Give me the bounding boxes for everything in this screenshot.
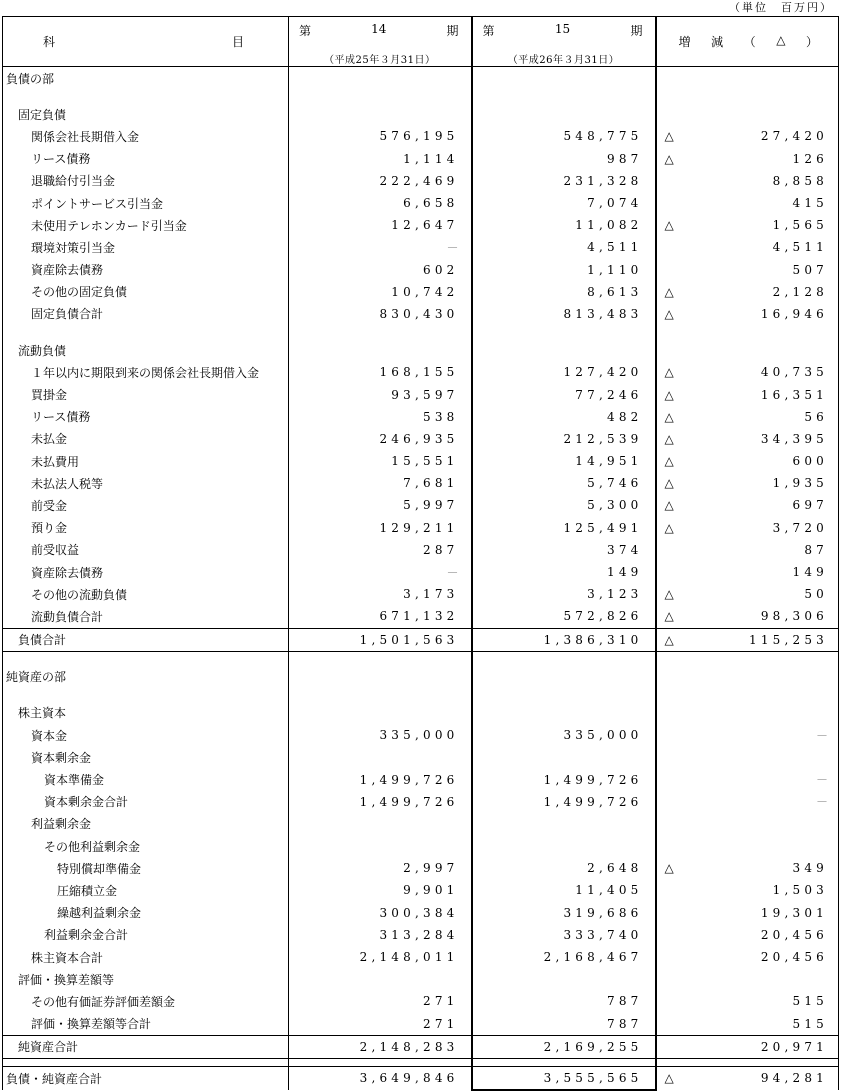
change-sign: △ [664,431,674,446]
section-heading-row [3,702,839,724]
change-value [696,835,839,857]
value-period-15: 1,386,310 [472,628,656,651]
table-row [3,192,839,214]
change-value: － [696,768,839,790]
row-label: 資産除去債務 [3,259,289,281]
section-heading-row [3,813,839,835]
value-period-15: 333,740 [472,924,656,946]
change-sign [656,1035,696,1058]
change-sign [656,746,696,768]
value-period-14 [289,67,472,90]
section-heading-row [3,666,839,688]
value-period-14: 93,597 [289,383,472,405]
change-value: 3,720 [696,517,839,539]
value-period-14 [289,666,472,688]
row-label: 純資産の部 [3,666,289,688]
table-row [3,1013,839,1036]
value-period-15: 813,483 [472,303,656,325]
unit-label: （単位 百万円） [729,1,833,14]
table-row [3,561,839,583]
row-label: １年以内に期限到来の関係会社長期借入金 [3,361,289,383]
value-period-14: 671,132 [289,605,472,628]
change-value: 4,511 [696,236,839,258]
change-value: 697 [696,494,839,516]
change-value: 2,128 [696,281,839,303]
value-period-15: 987 [472,148,656,170]
change-sign [656,67,696,90]
change-sign [656,339,696,361]
value-period-14: 246,935 [289,428,472,450]
value-period-15: 2,169,255 [472,1035,656,1058]
value-period-15: 1,110 [472,259,656,281]
value-period-14 [289,746,472,768]
row-label: その他の固定負債 [3,281,289,303]
table-row [3,539,839,561]
header-change-part: 減 [711,35,724,49]
change-value: 50 [696,583,839,605]
value-period-14: 830,430 [289,303,472,325]
spacer-row [3,651,839,666]
value-period-14 [289,702,472,724]
value-period-14 [289,835,472,857]
row-label: 負債合計 [3,628,289,651]
value-period-15: 2,168,467 [472,946,656,968]
spacer-row [3,325,839,339]
value-period-14 [289,339,472,361]
row-label: 特別償却準備金 [3,857,289,879]
spacer-row [3,1058,839,1066]
value-period-15: 1,499,726 [472,768,656,790]
value-period-14: 287 [289,539,472,561]
change-value: 515 [696,990,839,1012]
row-label: 資産除去債務 [3,561,289,583]
change-value [696,968,839,990]
value-period-15: 2,648 [472,857,656,879]
change-sign: △ [664,387,674,402]
value-period-15: 3,123 [472,583,656,605]
value-period-14: 222,469 [289,170,472,192]
change-sign [656,946,696,968]
row-label: 資本剰余金合計 [3,791,289,813]
change-sign [656,968,696,990]
row-label: その他の流動負債 [3,583,289,605]
value-period-15 [472,103,656,125]
row-label: 前受収益 [3,539,289,561]
value-period-14: 313,284 [289,924,472,946]
value-period-15: 319,686 [472,902,656,924]
change-value: 40,735 [696,361,839,383]
row-label: その他有価証券評価差額金 [3,990,289,1012]
change-value: 16,946 [696,303,839,325]
row-label: 未使用テレホンカード引当金 [3,214,289,236]
change-value: 349 [696,857,839,879]
change-sign [656,791,696,813]
value-period-14: 271 [289,990,472,1012]
change-sign: △ [656,628,696,651]
value-period-14: 10,742 [289,281,472,303]
change-sign [656,236,696,258]
change-value: 515 [696,1013,839,1036]
table-row [3,236,839,258]
header-prev-num: 14 [371,22,387,36]
balance-sheet-table [2,16,839,1091]
table-row [3,383,839,405]
section-heading-row [3,746,839,768]
change-value: 1,503 [696,879,839,901]
change-sign [656,879,696,901]
table-header [3,17,839,67]
header-prev-prefix: 第 [299,24,312,38]
value-period-14: 300,384 [289,902,472,924]
value-period-15: 1,499,726 [472,791,656,813]
table-row [3,724,839,746]
row-label: 負債の部 [3,67,289,90]
value-period-14: － [289,561,472,583]
table-row [3,628,839,651]
change-value [696,339,839,361]
change-value [696,103,839,125]
change-value [696,702,839,724]
row-label: その他利益剰余金 [3,835,289,857]
table-row [3,361,839,383]
change-value: 19,301 [696,902,839,924]
value-period-15: 125,491 [472,517,656,539]
value-period-15 [472,835,656,857]
row-label: 未払金 [3,428,289,450]
table-row [3,857,839,879]
spacer-row [3,89,839,103]
header-change-part: △ [776,33,786,47]
section-heading-row [3,835,839,857]
table-row [3,583,839,605]
change-sign [656,835,696,857]
row-label: 未払法人税等 [3,472,289,494]
value-period-15: 149 [472,561,656,583]
change-value: 8,858 [696,170,839,192]
change-sign [656,170,696,192]
table-row [3,1066,839,1090]
change-sign [656,702,696,724]
value-period-15: 787 [472,1013,656,1036]
row-label: 評価・換算差額等合計 [3,1013,289,1036]
value-period-14: 576,195 [289,125,472,147]
header-prev-suffix: 期 [446,24,459,38]
table-row [3,768,839,790]
header-curr-num: 15 [554,22,571,36]
header-account-right: 目 [231,35,244,49]
change-value: 98,306 [696,605,839,628]
change-sign: △ [664,861,674,876]
row-label: 繰越利益剰余金 [3,902,289,924]
header-period-15 [472,17,656,67]
row-label: 流動負債合計 [3,605,289,628]
value-period-14: 7,681 [289,472,472,494]
value-period-14: 5,997 [289,494,472,516]
row-label: 未払費用 [3,450,289,472]
value-period-14 [289,103,472,125]
value-period-14: 12,647 [289,214,472,236]
change-sign: △ [664,365,674,380]
table-row [3,281,839,303]
change-sign [656,924,696,946]
value-period-15: 335,000 [472,724,656,746]
value-period-15: 11,082 [472,214,656,236]
row-label: ポイントサービス引当金 [3,192,289,214]
change-sign [656,1013,696,1036]
change-sign [656,768,696,790]
change-sign: △ [656,605,696,628]
row-label: 環境対策引当金 [3,236,289,258]
value-period-14: 2,148,283 [289,1035,472,1058]
table-row [3,879,839,901]
value-period-14: 2,997 [289,857,472,879]
value-period-15: 231,328 [472,170,656,192]
value-period-15: 572,826 [472,605,656,628]
row-label: 退職給付引当金 [3,170,289,192]
change-value: 16,351 [696,383,839,405]
value-period-15: 8,613 [472,281,656,303]
value-period-15: 374 [472,539,656,561]
header-curr-suffix: 期 [630,24,643,38]
row-label: リース債務 [3,148,289,170]
header-curr-prefix: 第 [482,24,495,38]
change-sign: △ [664,520,674,535]
change-value: 34,395 [696,428,839,450]
value-period-15 [472,746,656,768]
table-row [3,902,839,924]
value-period-15: 482 [472,406,656,428]
change-sign [656,666,696,688]
change-value [696,67,839,90]
change-sign: △ [664,587,674,602]
value-period-14: 271 [289,1013,472,1036]
spacer-row [3,688,839,702]
change-sign: △ [664,498,674,513]
row-label: 資本金 [3,724,289,746]
change-sign [656,192,696,214]
change-sign: △ [664,129,674,144]
value-period-14: 3,649,846 [289,1066,472,1090]
table-row [3,605,839,628]
table-row [3,924,839,946]
value-period-14: 15,551 [289,450,472,472]
change-sign: △ [664,306,674,321]
change-value: 507 [696,259,839,281]
row-label: 株主資本合計 [3,946,289,968]
value-period-15: 787 [472,990,656,1012]
section-heading-row [3,67,839,90]
value-period-15 [472,702,656,724]
value-period-15: 7,074 [472,192,656,214]
table-row [3,125,839,147]
change-sign: △ [656,1066,696,1090]
value-period-14: 1,499,726 [289,791,472,813]
header-change-part: ） [805,35,818,49]
table-row [3,494,839,516]
row-label: 流動負債 [3,339,289,361]
value-period-15: 11,405 [472,879,656,901]
table-row [3,450,839,472]
change-value [696,746,839,768]
value-period-15: 212,539 [472,428,656,450]
value-period-14: 1,501,563 [289,628,472,651]
table-row [3,472,839,494]
table-body [3,67,839,1091]
change-sign [656,724,696,746]
change-value: 20,456 [696,924,839,946]
table-row [3,259,839,281]
change-value: 87 [696,539,839,561]
value-period-14: 1,499,726 [289,768,472,790]
value-period-14 [289,968,472,990]
change-sign: △ [664,454,674,469]
value-period-15 [472,968,656,990]
change-value: 415 [696,192,839,214]
change-value: － [696,724,839,746]
change-value: 56 [696,406,839,428]
change-value: 20,456 [696,946,839,968]
value-period-14: 129,211 [289,517,472,539]
table-row [3,303,839,325]
value-period-15 [472,666,656,688]
table-row [3,170,839,192]
value-period-14: 6,658 [289,192,472,214]
header-change [656,17,839,67]
value-period-15: 548,775 [472,125,656,147]
change-value: 94,281 [696,1066,839,1090]
header-curr-date: （平成26年３月31日） [507,55,620,66]
section-heading-row [3,968,839,990]
table-row [3,406,839,428]
value-period-14: 3,173 [289,583,472,605]
table-row [3,517,839,539]
header-account [3,17,289,67]
value-period-14: 2,148,011 [289,946,472,968]
change-sign: △ [664,151,674,166]
section-heading-row [3,103,839,125]
value-period-15: 77,246 [472,383,656,405]
table-row [3,148,839,170]
change-sign: △ [664,218,674,233]
value-period-15: 5,300 [472,494,656,516]
row-label: 預り金 [3,517,289,539]
value-period-14 [289,813,472,835]
change-value [696,813,839,835]
table-row [3,428,839,450]
change-sign: △ [664,409,674,424]
change-sign [656,990,696,1012]
value-period-15: 127,420 [472,361,656,383]
change-sign [656,902,696,924]
table-row [3,214,839,236]
value-period-14: 168,155 [289,361,472,383]
row-label: 前受金 [3,494,289,516]
header-account-left: 科 [43,35,56,49]
change-sign [656,561,696,583]
row-label: 資本剰余金 [3,746,289,768]
value-period-15: 5,746 [472,472,656,494]
row-label: リース債務 [3,406,289,428]
row-label: 利益剰余金 [3,813,289,835]
value-period-15: 14,951 [472,450,656,472]
row-label: 株主資本 [3,702,289,724]
header-change-part: （ [743,35,756,49]
row-label: 固定負債 [3,103,289,125]
value-period-15 [472,67,656,90]
row-label: 利益剰余金合計 [3,924,289,946]
row-label: 評価・換算差額等 [3,968,289,990]
row-label: 買掛金 [3,383,289,405]
section-heading-row [3,339,839,361]
change-value: 1,565 [696,214,839,236]
value-period-14: 335,000 [289,724,472,746]
value-period-14: － [289,236,472,258]
header-period-14 [289,17,472,67]
value-period-15: 3,555,565 [472,1066,656,1090]
table-row [3,791,839,813]
change-value: 27,420 [696,125,839,147]
value-period-14: 9,901 [289,879,472,901]
value-period-15: 4,511 [472,236,656,258]
value-period-14: 1,114 [289,148,472,170]
change-value: 20,971 [696,1035,839,1058]
value-period-15 [472,339,656,361]
row-label: 圧縮積立金 [3,879,289,901]
row-label: 純資産合計 [3,1035,289,1058]
change-value: 126 [696,148,839,170]
change-value [696,666,839,688]
table-row [3,990,839,1012]
value-period-15 [472,813,656,835]
change-value: 149 [696,561,839,583]
table-row [3,1035,839,1058]
value-period-14: 538 [289,406,472,428]
row-label: 固定負債合計 [3,303,289,325]
change-value: 600 [696,450,839,472]
value-period-14: 602 [289,259,472,281]
change-value: － [696,791,839,813]
row-label: 関係会社長期借入金 [3,125,289,147]
row-label: 負債・純資産合計 [3,1066,289,1090]
change-value: 115,253 [696,628,839,651]
row-label: 資本準備金 [3,768,289,790]
change-sign: △ [664,476,674,491]
header-change-part: 増 [678,35,691,49]
change-value: 1,935 [696,472,839,494]
change-sign [656,539,696,561]
change-sign: △ [664,284,674,299]
change-sign [656,259,696,281]
header-prev-date: （平成25年３月31日） [324,55,436,66]
table-row [3,946,839,968]
change-sign [656,103,696,125]
change-sign [656,813,696,835]
